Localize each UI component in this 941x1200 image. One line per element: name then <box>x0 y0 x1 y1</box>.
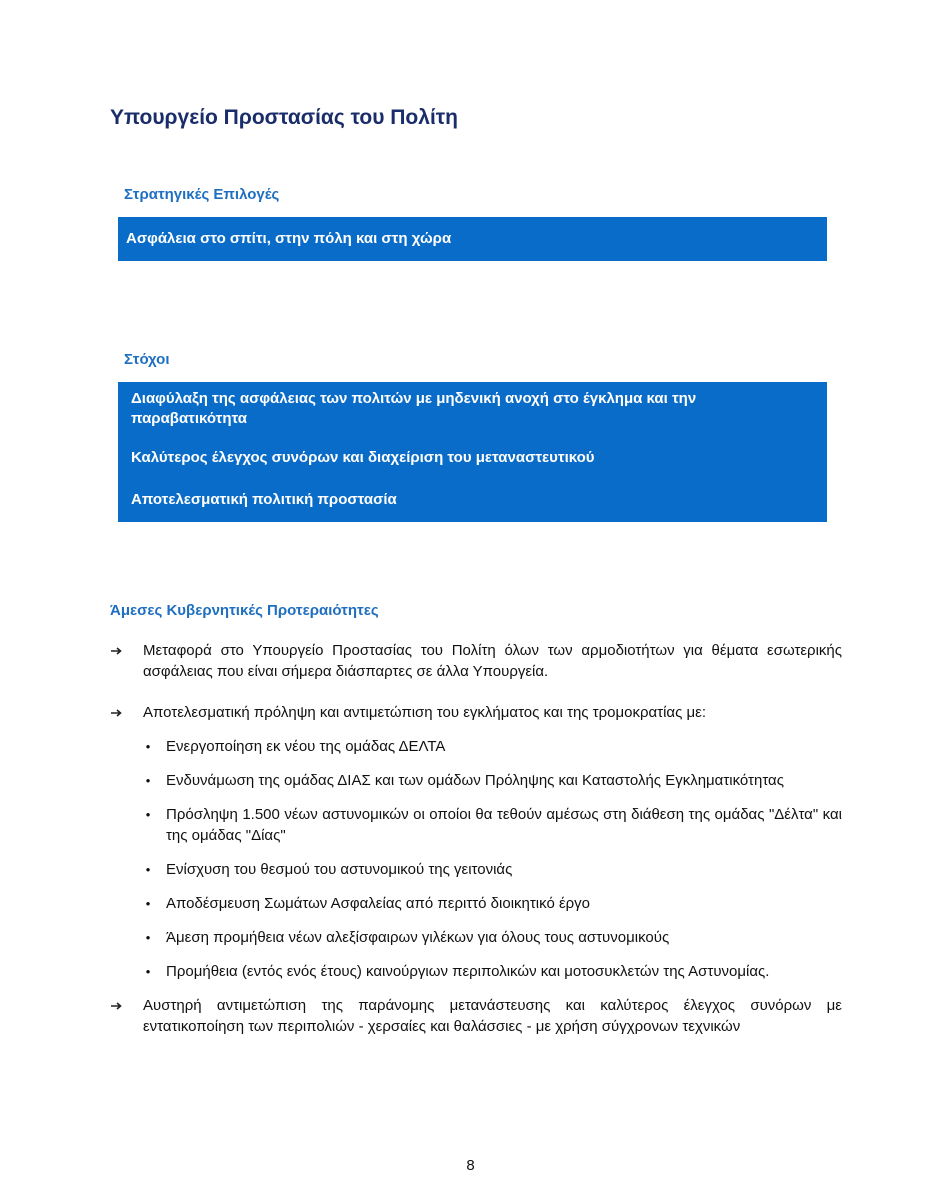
strategic-choices-box <box>118 217 827 261</box>
priorities-list <box>110 640 842 1037</box>
priority-item <box>110 640 842 682</box>
sub-item-text: Ενεργοποίηση εκ νέου της ομάδας ΔΕΛΤΑ <box>166 738 446 755</box>
bullet-icon: • <box>145 739 151 754</box>
goals-heading: Στόχοι <box>124 351 170 368</box>
priority-item <box>110 702 842 723</box>
sub-list-item <box>110 859 842 880</box>
bullet-icon: • <box>145 773 151 788</box>
sub-list-item <box>110 893 842 914</box>
sub-list-item <box>110 804 842 846</box>
sub-list <box>110 736 842 982</box>
bullet-icon: • <box>145 896 151 911</box>
goal-item: Καλύτερος έλεγχος συνόρων και διαχείριση του μεταναστευτικού <box>131 449 595 466</box>
goal-item: Αποτελεσματική πολιτική προστασία <box>131 491 397 508</box>
priorities-heading: Άμεσες Κυβερνητικές Προτεραιότητες <box>110 602 379 619</box>
sub-item-text: Προμήθεια (εντός ενός έτους) καινούργιων περιπολικών και μοτοσυκλετών της Αστυνομίας. <box>166 963 770 980</box>
arrow-right-icon <box>110 640 124 661</box>
arrow-right-icon <box>110 995 124 1016</box>
sub-item-text: Ενδυνάμωση της ομάδας ΔΙΑΣ και των ομάδων Πρόληψης και Καταστολής Εγκληματικότητας <box>166 772 784 789</box>
sub-list-item <box>110 736 842 757</box>
sub-list-item <box>110 770 842 791</box>
bullet-icon: • <box>145 964 151 979</box>
page-number: 8 <box>466 1157 475 1174</box>
priority-item <box>110 995 842 1037</box>
bullet-icon: • <box>145 930 151 945</box>
strategic-choices-heading: Στρατηγικές Επιλογές <box>124 186 280 203</box>
bullet-icon: • <box>145 807 151 822</box>
page-title: Υπουργείο Προστασίας του Πολίτη <box>110 106 458 129</box>
bullet-icon: • <box>145 862 151 877</box>
strategic-choice-item: Ασφάλεια στο σπίτι, στην πόλη και στη χώρα <box>126 230 452 247</box>
sub-item-text: Αποδέσμευση Σωμάτων Ασφαλείας από περιττό διοικητικό έργο <box>166 895 591 912</box>
priority-text: Αυστηρή αντιμετώπιση της παράνομης μετανάστευσης και καλύτερος έλεγχος συνόρων με εντατικοποίηση των περιπολιών - χερσαίες και θαλάσσιες - με χρήση σύγχρονων τεχνικών <box>143 997 842 1035</box>
sub-list-item <box>110 961 842 982</box>
arrow-right-icon <box>110 702 124 723</box>
sub-item-text: Πρόσληψη 1.500 νέων αστυνομικών οι οποίοι θα τεθούν αμέσως στη διάθεση της ομάδας "Δέλτα" και της ομάδας "Δίας" <box>166 806 842 844</box>
sub-list-item <box>110 927 842 948</box>
goal-item: Διαφύλαξη της ασφάλειας των πολιτών με μηδενική ανοχή στο έγκλημα και την παραβατικότητα <box>131 390 697 427</box>
priority-text: Αποτελεσματική πρόληψη και αντιμετώπιση του εγκλήματος και της τρομοκρατίας με: <box>143 704 706 721</box>
goals-box <box>118 382 827 522</box>
sub-item-text: Άμεση προμήθεια νέων αλεξίσφαιρων γιλέκων για όλους τους αστυνομικούς <box>166 929 670 946</box>
sub-item-text: Ενίσχυση του θεσμού του αστυνομικού της γειτονιάς <box>166 861 513 878</box>
priority-text: Μεταφορά στο Υπουργείο Προστασίας του Πολίτη όλων των αρμοδιοτήτων για θέματα εσωτερικής ασφάλειας που είναι σήμερα διάσπαρτες σε άλλα Υπουργεία. <box>143 642 842 680</box>
